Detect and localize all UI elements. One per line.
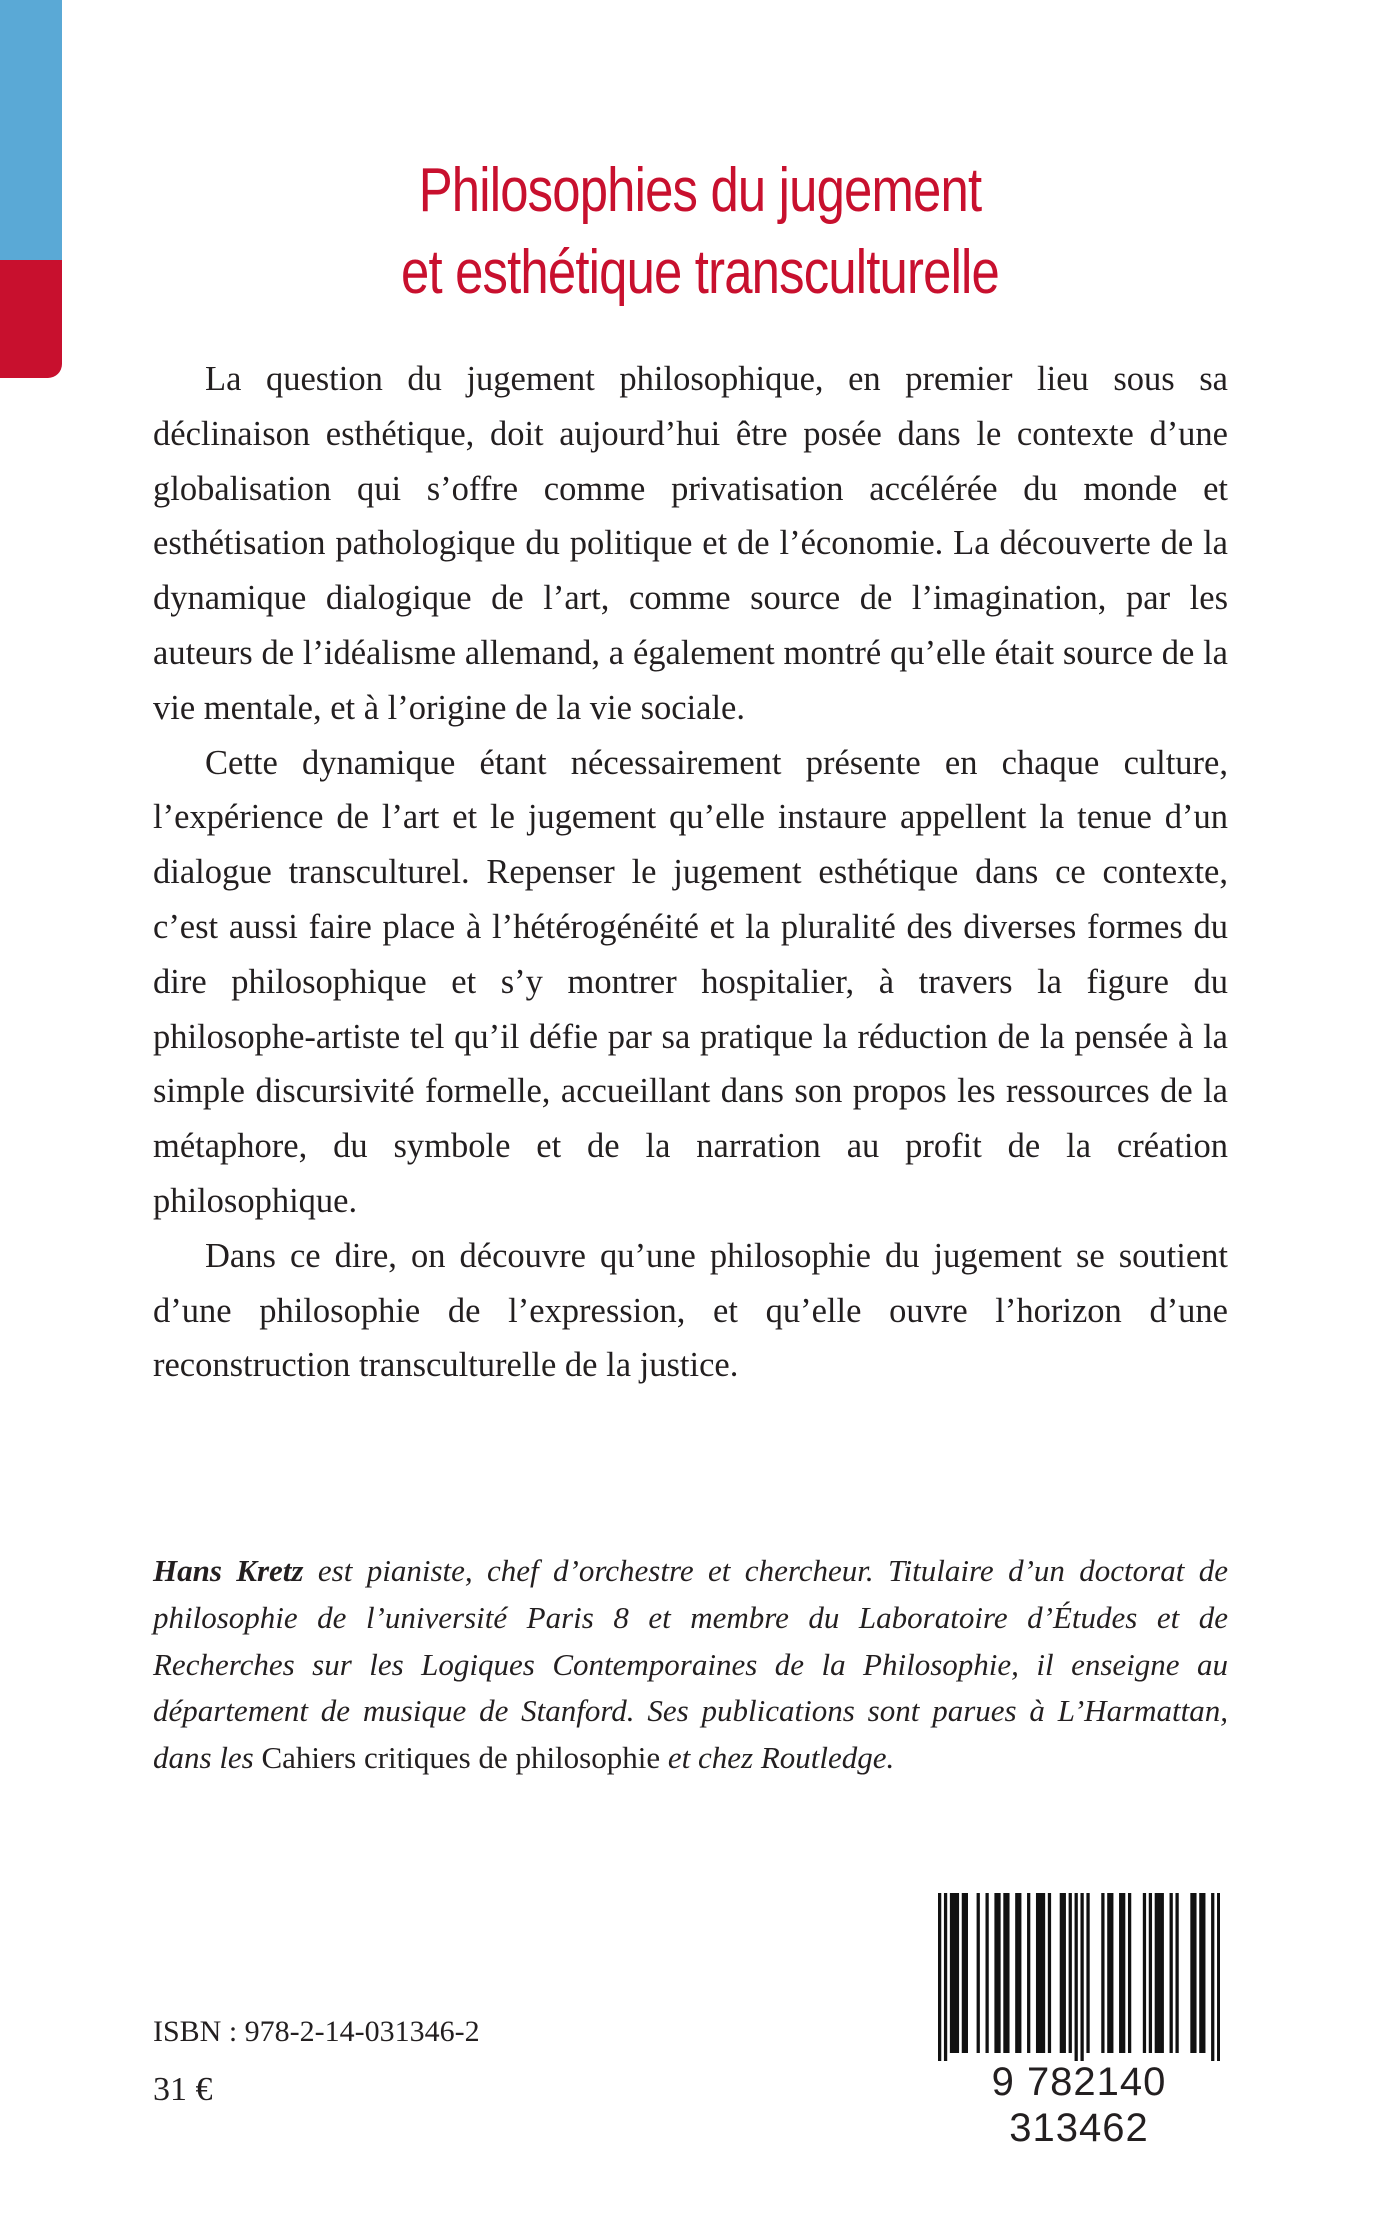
- journal-title: Cahiers critiques de philosophie: [261, 1740, 661, 1776]
- author-bio: [153, 1548, 1228, 1782]
- barcode-bar: [1063, 1893, 1066, 2053]
- barcode-bar: [1107, 1893, 1110, 2053]
- barcode-bar: [977, 1893, 980, 2053]
- barcode-bar: [1080, 1893, 1083, 2061]
- barcode-bar: [1042, 1893, 1045, 2053]
- barcode-bar: [1003, 1893, 1006, 2053]
- barcode-bar: [1015, 1893, 1018, 2053]
- barcode-bar: [1119, 1893, 1122, 2053]
- title-line-1: Philosophies du jugement: [418, 156, 982, 225]
- bio-text-end: et chez Routledge.: [660, 1740, 895, 1776]
- barcode-bar: [1199, 1893, 1202, 2053]
- barcode-bar: [965, 1893, 968, 2053]
- barcode-bar: [1128, 1893, 1131, 2053]
- barcode-bar: [1175, 1893, 1178, 2053]
- barcode-bar: [1069, 1893, 1072, 2053]
- spine-tab-blue: [0, 0, 62, 260]
- book-title: [249, 150, 1151, 314]
- barcode-bar: [1161, 1893, 1164, 2053]
- isbn: ISBN : 978-2-14-031346-2: [153, 2015, 480, 2048]
- barcode-bar: [1006, 1893, 1009, 2053]
- barcode-bar: [1193, 1893, 1196, 2053]
- author-name: Hans Kretz: [153, 1553, 304, 1588]
- barcode-bar: [1170, 1893, 1173, 2053]
- barcode-bar: [1060, 1893, 1063, 2053]
- bio-text: est pianiste, chef d’orchestre et chercheur. Titulaire d’un doctorat de philosophie de l’université Paris 8 et membre du Laboratoire d’Études et de Recherches sur les Logiques Contemporaines de la Philosophie, il enseigne au département de musique de Stanford. Ses publications sont parues à L’Harmattan, dans les: [153, 1553, 1228, 1776]
- barcode-bar: [953, 1893, 956, 2053]
- barcode-bar: [1211, 1893, 1214, 2061]
- barcode-bar: [1217, 1893, 1220, 2061]
- blurb-paragraph: Cette dynamique étant nécessairement présente en chaque culture, l’expérience de l’art et le jugement qu’elle instaure appellent la tenue d’un dialogue transculturel. Repenser le jugement esthétique dans ce contexte, c’est aussi faire place à l’hétérogénéité et la pluralité des diverses formes du dire philosophique et s’y montrer hospitalier, à travers la figure du philosophe-artiste tel qu’il défie par sa pratique la réduction de la pensée à la simple discursivité formelle, accueillant dans son propos les ressources de la métaphore, du symbole et de la narration au profit de la création philosophique.: [153, 743, 1228, 1220]
- barcode-bar: [1202, 1893, 1205, 2053]
- blurb: [153, 352, 1228, 1393]
- spine-tab-red: [0, 260, 62, 378]
- barcode-bar: [1155, 1893, 1158, 2053]
- barcode-bar: [950, 1893, 953, 2053]
- barcode-bar: [1086, 1893, 1089, 2053]
- barcode-bar: [1039, 1893, 1042, 2053]
- barcode-bar: [1075, 1893, 1078, 2061]
- barcode-bar: [1110, 1893, 1113, 2053]
- blurb-paragraph: La question du jugement philosophique, en premier lieu sous sa déclinaison esthétique, doit aujourd’hui être posée dans le contexte d’une globalisation qui s’offre comme privatisation accélérée du monde et esthétisation pathologique du politique et de l’économie. La découverte de la dynamique dialogique de l’art, comme source de l’imagination, par les auteurs de l’idéalisme allemand, a également montré qu’elle était source de la vie mentale, et à l’origine de la vie sociale.: [153, 360, 1228, 727]
- barcode-bar: [1190, 1893, 1193, 2053]
- barcode-bar: [994, 1893, 997, 2053]
- barcode-bar: [1149, 1893, 1152, 2053]
- barcode-digits: 9 782140 313462: [991, 2060, 1167, 2150]
- barcode-bar: [985, 1893, 988, 2053]
- barcode-bar: [1027, 1893, 1030, 2053]
- barcode-bar: [1158, 1893, 1161, 2053]
- barcode-bar: [938, 1893, 941, 2061]
- barcode-bar: [1101, 1893, 1104, 2053]
- barcode-bar: [962, 1893, 965, 2053]
- title-line-2: et esthétique transculturelle: [401, 238, 999, 307]
- barcode-bar: [1122, 1893, 1125, 2053]
- barcode-bar: [944, 1893, 947, 2061]
- blurb-paragraph: Dans ce dire, on découvre qu’une philosophie du jugement se soutient d’une philosophie de l’expression, et qu’elle ouvre l’horizon d’une reconstruction transculturelle de la justice.: [153, 1236, 1228, 1385]
- barcode: [938, 1893, 1220, 2150]
- barcode-bar: [997, 1893, 1000, 2053]
- barcode-bar: [1018, 1893, 1021, 2053]
- barcode-bar: [1036, 1893, 1039, 2053]
- barcode-bars: [938, 1893, 1220, 2061]
- price: 31 €: [153, 2071, 213, 2108]
- barcode-bar: [1143, 1893, 1146, 2053]
- barcode-bar: [956, 1893, 959, 2053]
- barcode-bar: [1048, 1893, 1051, 2053]
